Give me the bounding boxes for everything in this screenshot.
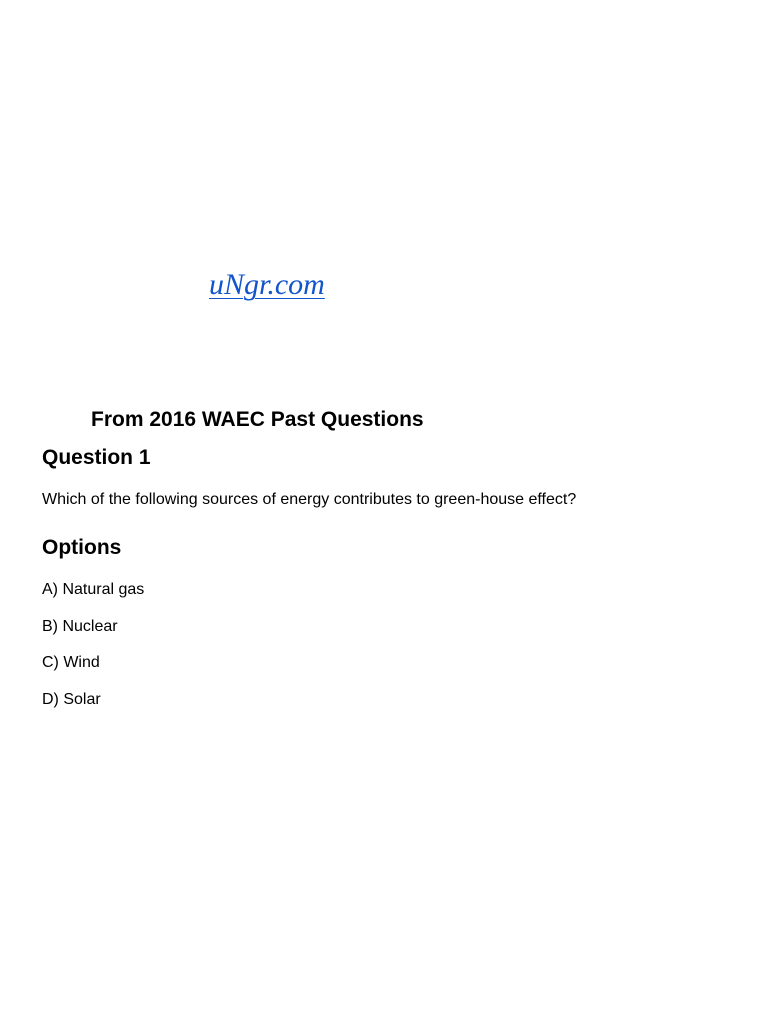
option-d: D) Solar — [42, 691, 101, 708]
option-c: C) Wind — [42, 654, 100, 671]
option-b: B) Nuclear — [42, 618, 118, 635]
site-link[interactable]: uNgr.com — [209, 268, 325, 301]
options-heading: Options — [42, 536, 122, 559]
question-heading: Question 1 — [42, 446, 151, 469]
option-a: A) Natural gas — [42, 581, 145, 598]
question-text: Which of the following sources of energy contributes to green-house effect? — [42, 491, 577, 508]
source-heading: From 2016 WAEC Past Questions — [91, 408, 424, 431]
